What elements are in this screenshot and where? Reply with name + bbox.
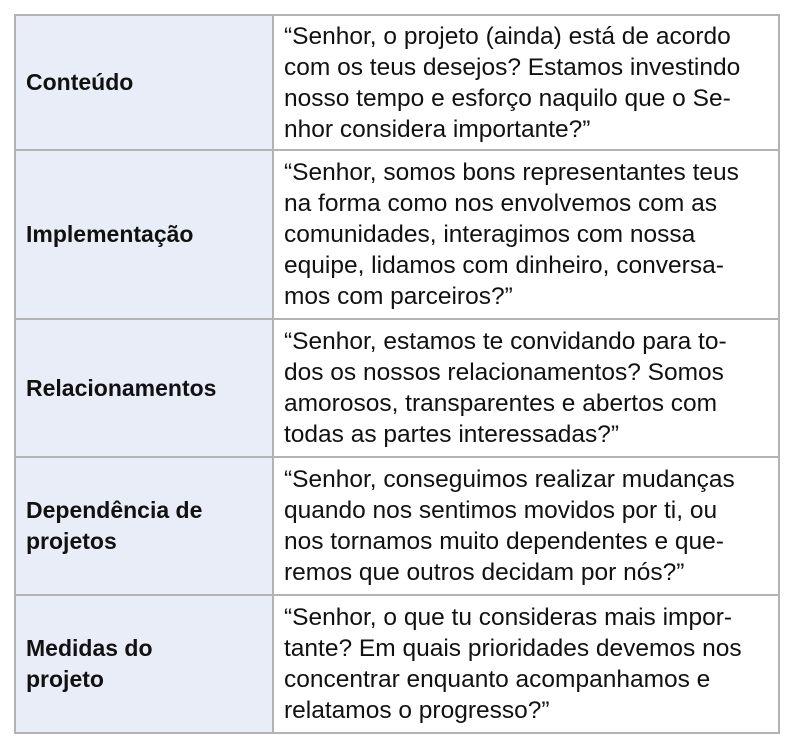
row-label-line: projeto (26, 666, 104, 692)
row-label (15, 595, 273, 733)
question-line: remos que outros decidam por nós?” (284, 559, 685, 586)
row-label (15, 150, 273, 319)
reflection-questions-table (14, 14, 780, 734)
row-label-line: Medidas do (26, 635, 153, 661)
question-line: comunidades, interagimos com nossa (284, 221, 696, 248)
question-line: dos os nossos relacionamentos? Somos (284, 359, 724, 386)
row-question (273, 150, 779, 319)
reflection-table-container (14, 14, 780, 734)
question-line: “Senhor, somos bons representantes teus (284, 159, 739, 186)
row-label-line: Relacionamentos (26, 374, 217, 401)
row-label-line: Dependência de (26, 497, 203, 523)
question-line: nos tornamos muito dependentes e que- (284, 528, 724, 555)
table-row-conteudo (15, 15, 779, 150)
question-line: com os teus desejos? Estamos investindo (284, 53, 741, 81)
row-label (15, 15, 273, 150)
row-label-line: Conteúdo (26, 69, 134, 95)
row-question (273, 15, 779, 150)
question-line: mos com parceiros?” (284, 283, 513, 310)
table-row-implementacao (15, 150, 779, 319)
question-line: todas as partes interessadas?” (284, 421, 620, 448)
row-question (273, 595, 779, 733)
question-line: equipe, lidamos com dinheiro, conversa- (284, 252, 724, 279)
table-row-dependencia (15, 457, 779, 595)
question-line: “Senhor, o projeto (ainda) está de acordo (284, 22, 731, 50)
row-label (15, 319, 273, 457)
table-row-relacionamentos (15, 319, 779, 457)
question-line: quando nos sentimos movidos por ti, ou (284, 497, 718, 524)
question-line: “Senhor, estamos te convidando para to- (284, 328, 727, 355)
row-question (273, 457, 779, 595)
question-line: “Senhor, o que tu consideras mais impor- (284, 604, 733, 631)
row-question (273, 319, 779, 457)
question-line: “Senhor, conseguimos realizar mudanças (284, 466, 735, 493)
question-line: nhor considera importante?” (284, 115, 591, 143)
question-line: na forma como nos envolvemos com as (284, 190, 718, 217)
row-label-line: Implementação (26, 221, 194, 247)
question-line: concentrar enquanto acompanhamos e (284, 666, 711, 693)
question-line: nosso tempo e esforço naquilo que o Se- (284, 84, 731, 112)
table-row-medidas (15, 595, 779, 733)
row-label (15, 457, 273, 595)
question-line: amorosos, transparentes e abertos com (284, 390, 718, 417)
row-label-line: projetos (26, 528, 117, 554)
question-line: relatamos o progresso?” (284, 697, 550, 724)
question-line: tante? Em quais prioridades devemos nos (284, 635, 742, 662)
